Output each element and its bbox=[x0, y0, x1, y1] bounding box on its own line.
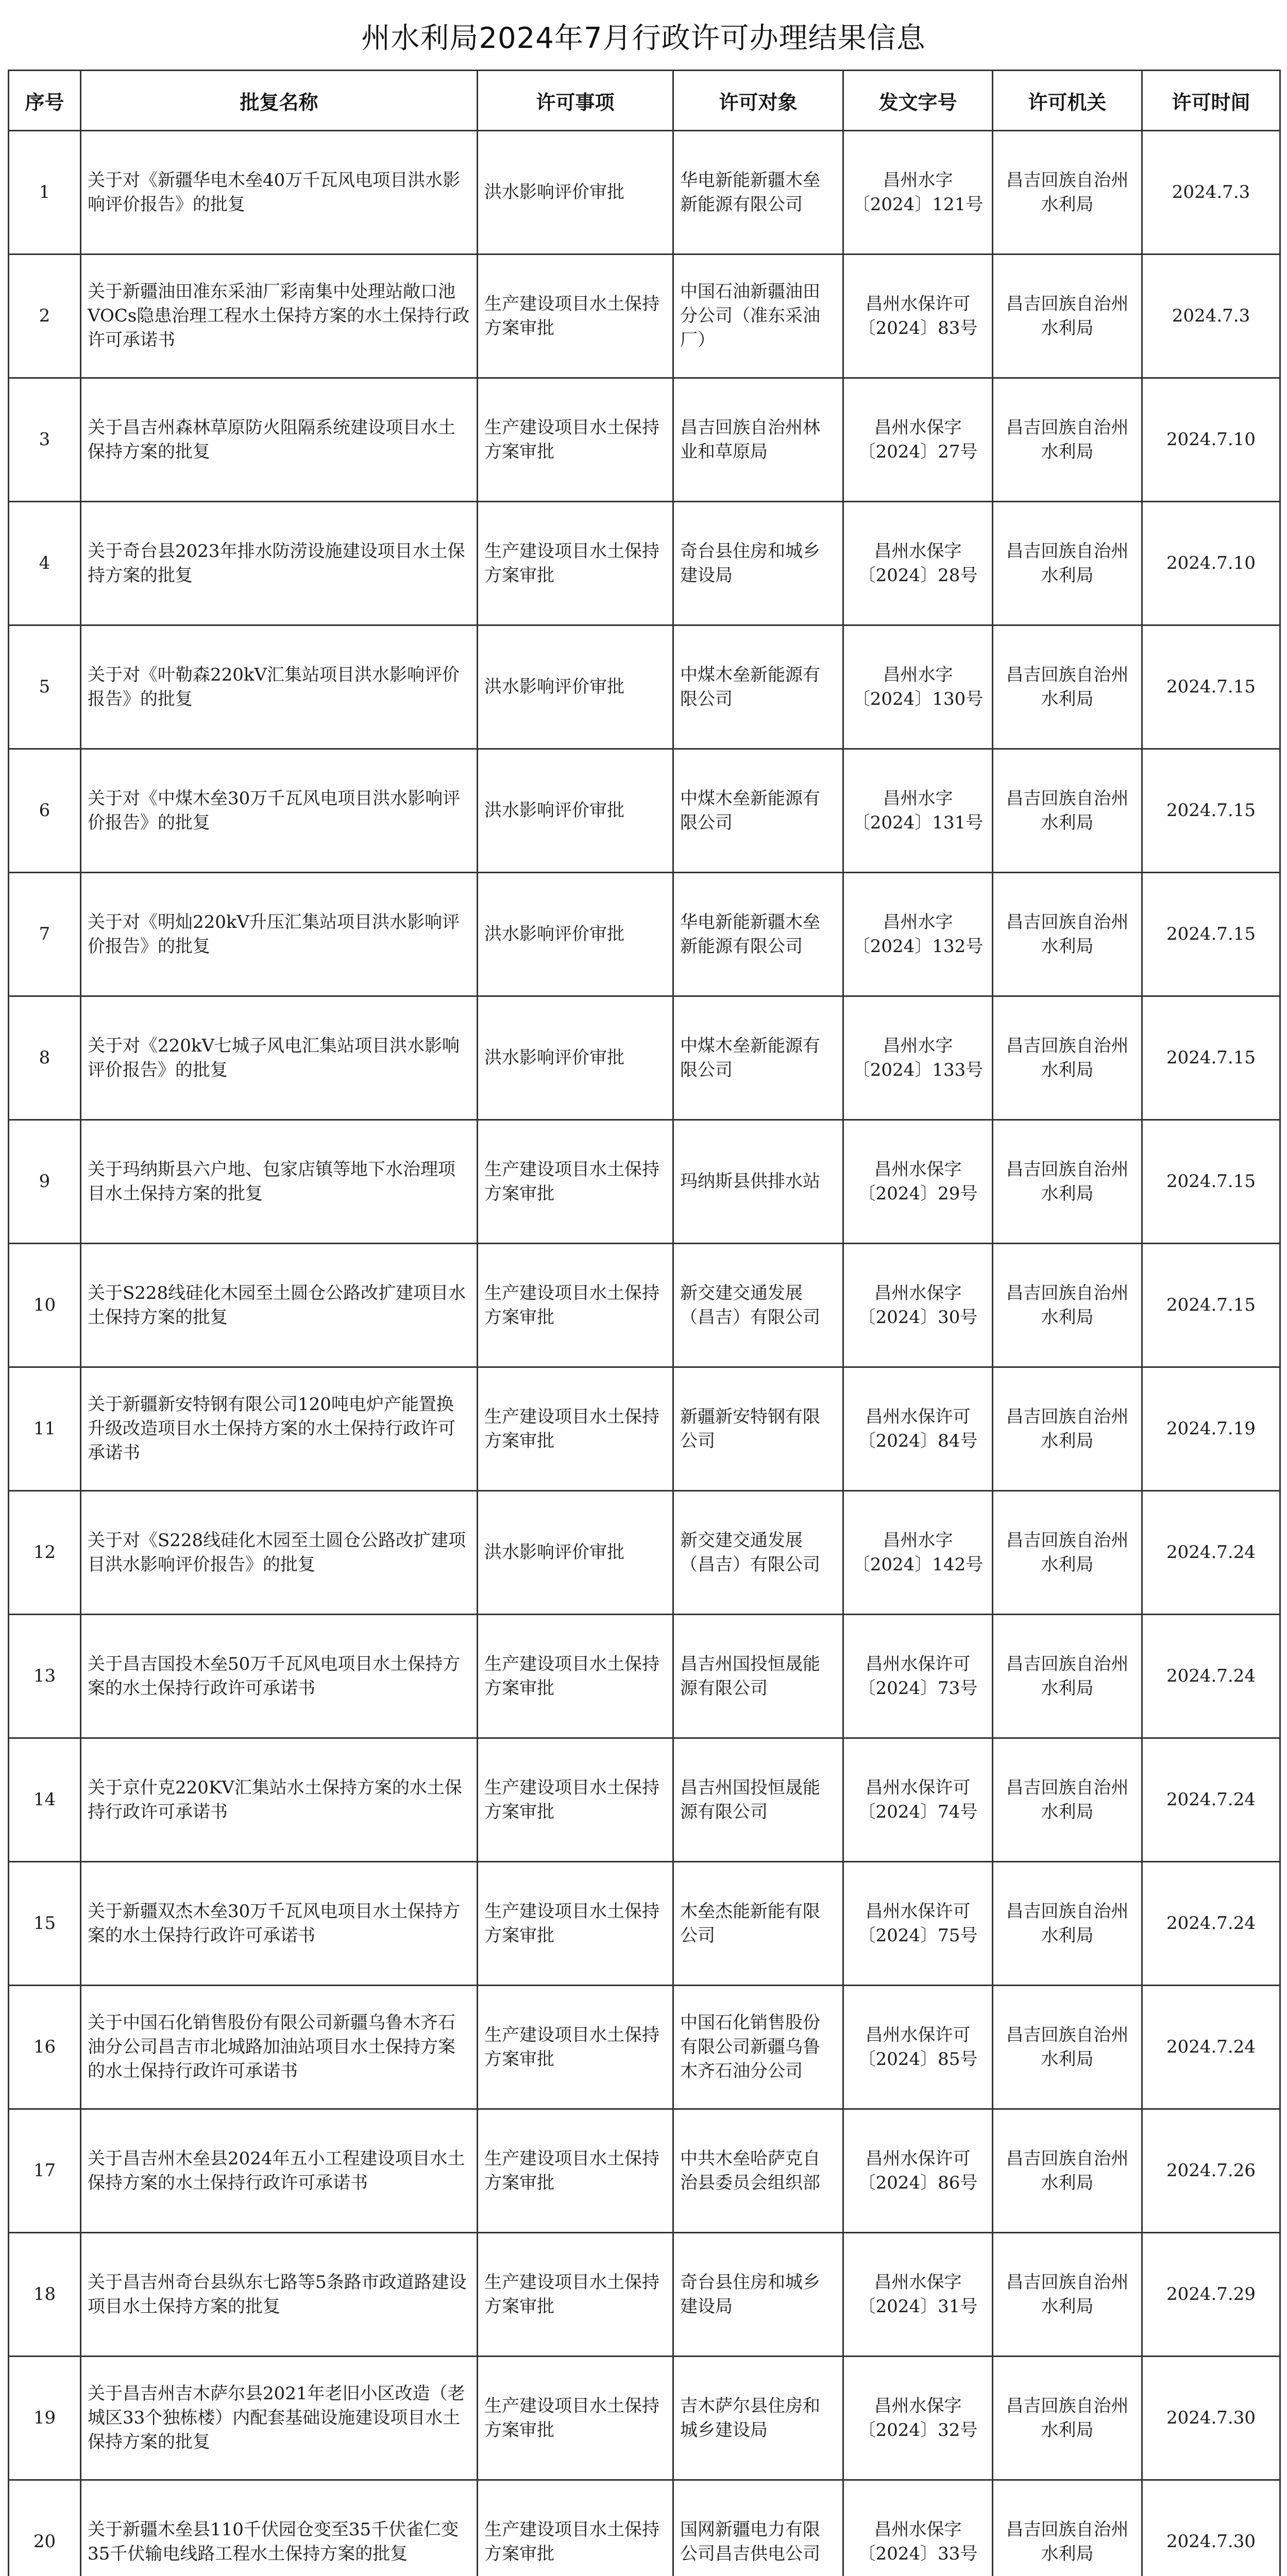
cell-permit-item: 洪水影响评价审批 bbox=[478, 625, 673, 749]
cell-permit-item: 生产建设项目水土保持方案审批 bbox=[478, 1986, 673, 2109]
cell-approval-name: 关于奇台县2023年排水防涝设施建设项目水土保持方案的批复 bbox=[81, 502, 478, 625]
cell-permit-target: 玛纳斯县供排水站 bbox=[673, 1120, 843, 1244]
cell-document-number: 昌州水保许可〔2024〕85号 bbox=[843, 1986, 993, 2109]
cell-permit-date: 2024.7.24 bbox=[1142, 1862, 1280, 1986]
cell-permit-authority: 昌吉回族自治州水利局 bbox=[993, 625, 1142, 749]
cell-permit-target: 昌吉回族自治州林业和草原局 bbox=[673, 378, 843, 502]
cell-permit-authority: 昌吉回族自治州水利局 bbox=[993, 749, 1142, 873]
cell-document-number: 昌州水保字〔2024〕29号 bbox=[843, 1120, 993, 1244]
cell-permit-item: 生产建设项目水土保持方案审批 bbox=[478, 1738, 673, 1862]
cell-permit-target: 中煤木垒新能源有限公司 bbox=[673, 749, 843, 873]
cell-permit-item: 生产建设项目水土保持方案审批 bbox=[478, 378, 673, 502]
cell-serial-no: 3 bbox=[9, 378, 81, 502]
cell-serial-no: 16 bbox=[9, 1986, 81, 2109]
table-row bbox=[9, 2233, 1280, 2357]
cell-approval-name: 关于昌吉国投木垒50万千瓦风电项目水土保持方案的水土保持行政许可承诺书 bbox=[81, 1615, 478, 1738]
header-serial-no: 序号 bbox=[9, 71, 81, 131]
cell-permit-date: 2024.7.15 bbox=[1142, 996, 1280, 1120]
cell-permit-target: 奇台县住房和城乡建设局 bbox=[673, 502, 843, 625]
table-row bbox=[9, 873, 1280, 996]
table-row bbox=[9, 1120, 1280, 1244]
cell-permit-date: 2024.7.29 bbox=[1142, 2233, 1280, 2357]
cell-document-number: 昌州水保许可〔2024〕73号 bbox=[843, 1615, 993, 1738]
cell-permit-item: 生产建设项目水土保持方案审批 bbox=[478, 1862, 673, 1986]
cell-serial-no: 20 bbox=[9, 2480, 81, 2576]
cell-permit-item: 生产建设项目水土保持方案审批 bbox=[478, 2357, 673, 2480]
cell-serial-no: 19 bbox=[9, 2357, 81, 2480]
header-permit-target: 许可对象 bbox=[673, 71, 843, 131]
cell-permit-target: 奇台县住房和城乡建设局 bbox=[673, 2233, 843, 2357]
cell-permit-target: 华电新能新疆木垒新能源有限公司 bbox=[673, 131, 843, 255]
cell-permit-item: 洪水影响评价审批 bbox=[478, 131, 673, 255]
cell-permit-item: 生产建设项目水土保持方案审批 bbox=[478, 1244, 673, 1367]
table-row bbox=[9, 502, 1280, 625]
cell-permit-target: 新交建交通发展（昌吉）有限公司 bbox=[673, 1244, 843, 1367]
cell-serial-no: 15 bbox=[9, 1862, 81, 1986]
table-row bbox=[9, 1738, 1280, 1862]
cell-serial-no: 1 bbox=[9, 131, 81, 255]
cell-permit-item: 生产建设项目水土保持方案审批 bbox=[478, 255, 673, 378]
cell-document-number: 昌州水字〔2024〕133号 bbox=[843, 996, 993, 1120]
cell-permit-authority: 昌吉回族自治州水利局 bbox=[993, 131, 1142, 255]
cell-approval-name: 关于对《中煤木垒30万千瓦风电项目洪水影响评价报告》的批复 bbox=[81, 749, 478, 873]
table-header-row bbox=[9, 71, 1280, 131]
cell-permit-authority: 昌吉回族自治州水利局 bbox=[993, 378, 1142, 502]
page-title: 州水利局2024年7月行政许可办理结果信息 bbox=[361, 22, 926, 55]
cell-document-number: 昌州水保字〔2024〕32号 bbox=[843, 2357, 993, 2480]
table-row bbox=[9, 2109, 1280, 2233]
cell-permit-authority: 昌吉回族自治州水利局 bbox=[993, 1367, 1142, 1491]
cell-serial-no: 8 bbox=[9, 996, 81, 1120]
cell-serial-no: 7 bbox=[9, 873, 81, 996]
cell-document-number: 昌州水保许可〔2024〕75号 bbox=[843, 1862, 993, 1986]
cell-permit-item: 生产建设项目水土保持方案审批 bbox=[478, 1615, 673, 1738]
cell-document-number: 昌州水字〔2024〕131号 bbox=[843, 749, 993, 873]
cell-approval-name: 关于对《220kV七城子风电汇集站项目洪水影响评价报告》的批复 bbox=[81, 996, 478, 1120]
table-body bbox=[9, 131, 1280, 2576]
header-permit-date: 许可时间 bbox=[1142, 71, 1280, 131]
cell-serial-no: 10 bbox=[9, 1244, 81, 1367]
cell-serial-no: 12 bbox=[9, 1491, 81, 1615]
cell-document-number: 昌州水保许可〔2024〕74号 bbox=[843, 1738, 993, 1862]
table-row bbox=[9, 2480, 1280, 2576]
cell-permit-authority: 昌吉回族自治州水利局 bbox=[993, 1738, 1142, 1862]
cell-permit-target: 中国石油新疆油田分公司（准东采油厂） bbox=[673, 255, 843, 378]
cell-serial-no: 17 bbox=[9, 2109, 81, 2233]
cell-permit-authority: 昌吉回族自治州水利局 bbox=[993, 2357, 1142, 2480]
cell-permit-authority: 昌吉回族自治州水利局 bbox=[993, 2480, 1142, 2576]
cell-permit-target: 木垒杰能新能有限公司 bbox=[673, 1862, 843, 1986]
cell-permit-target: 吉木萨尔县住房和城乡建设局 bbox=[673, 2357, 843, 2480]
cell-serial-no: 5 bbox=[9, 625, 81, 749]
table-row bbox=[9, 1244, 1280, 1367]
cell-approval-name: 关于对《新疆华电木垒40万千瓦风电项目洪水影响评价报告》的批复 bbox=[81, 131, 478, 255]
cell-document-number: 昌州水字〔2024〕142号 bbox=[843, 1491, 993, 1615]
cell-permit-target: 国网新疆电力有限公司昌吉供电公司 bbox=[673, 2480, 843, 2576]
cell-approval-name: 关于玛纳斯县六户地、包家店镇等地下水治理项目水土保持方案的批复 bbox=[81, 1120, 478, 1244]
cell-permit-authority: 昌吉回族自治州水利局 bbox=[993, 1862, 1142, 1986]
cell-permit-authority: 昌吉回族自治州水利局 bbox=[993, 996, 1142, 1120]
table-row bbox=[9, 1615, 1280, 1738]
table-row bbox=[9, 1862, 1280, 1986]
cell-permit-item: 生产建设项目水土保持方案审批 bbox=[478, 2480, 673, 2576]
cell-permit-target: 中煤木垒新能源有限公司 bbox=[673, 625, 843, 749]
cell-permit-date: 2024.7.26 bbox=[1142, 2109, 1280, 2233]
cell-serial-no: 14 bbox=[9, 1738, 81, 1862]
cell-approval-name: 关于S228线硅化木园至土圆仓公路改扩建项目水土保持方案的批复 bbox=[81, 1244, 478, 1367]
cell-permit-authority: 昌吉回族自治州水利局 bbox=[993, 1491, 1142, 1615]
cell-permit-date: 2024.7.3 bbox=[1142, 255, 1280, 378]
table-row bbox=[9, 996, 1280, 1120]
cell-permit-authority: 昌吉回族自治州水利局 bbox=[993, 255, 1142, 378]
cell-permit-item: 洪水影响评价审批 bbox=[478, 1491, 673, 1615]
cell-serial-no: 4 bbox=[9, 502, 81, 625]
cell-permit-target: 昌吉州国投恒晟能源有限公司 bbox=[673, 1615, 843, 1738]
cell-permit-item: 生产建设项目水土保持方案审批 bbox=[478, 1367, 673, 1491]
cell-permit-authority: 昌吉回族自治州水利局 bbox=[993, 1615, 1142, 1738]
cell-approval-name: 关于昌吉州奇台县纵东七路等5条路市政道路建设项目水土保持方案的批复 bbox=[81, 2233, 478, 2357]
cell-document-number: 昌州水保许可〔2024〕84号 bbox=[843, 1367, 993, 1491]
cell-permit-date: 2024.7.24 bbox=[1142, 1738, 1280, 1862]
cell-approval-name: 关于昌吉州森林草原防火阻隔系统建设项目水土保持方案的批复 bbox=[81, 378, 478, 502]
cell-permit-item: 洪水影响评价审批 bbox=[478, 996, 673, 1120]
cell-document-number: 昌州水保字〔2024〕33号 bbox=[843, 2480, 993, 2576]
cell-approval-name: 关于对《明灿220kV升压汇集站项目洪水影响评价报告》的批复 bbox=[81, 873, 478, 996]
cell-document-number: 昌州水字〔2024〕130号 bbox=[843, 625, 993, 749]
table-row bbox=[9, 2357, 1280, 2480]
cell-serial-no: 6 bbox=[9, 749, 81, 873]
table-row bbox=[9, 749, 1280, 873]
cell-serial-no: 9 bbox=[9, 1120, 81, 1244]
cell-permit-date: 2024.7.30 bbox=[1142, 2480, 1280, 2576]
cell-permit-item: 洪水影响评价审批 bbox=[478, 873, 673, 996]
cell-approval-name: 关于新疆双杰木垒30万千瓦风电项目水土保持方案的水土保持行政许可承诺书 bbox=[81, 1862, 478, 1986]
cell-document-number: 昌州水保字〔2024〕30号 bbox=[843, 1244, 993, 1367]
cell-document-number: 昌州水字〔2024〕132号 bbox=[843, 873, 993, 996]
header-document-number: 发文字号 bbox=[843, 71, 993, 131]
cell-permit-date: 2024.7.10 bbox=[1142, 378, 1280, 502]
cell-document-number: 昌州水保许可〔2024〕86号 bbox=[843, 2109, 993, 2233]
cell-approval-name: 关于对《S228线硅化木园至土圆仓公路改扩建项目洪水影响评价报告》的批复 bbox=[81, 1491, 478, 1615]
cell-serial-no: 18 bbox=[9, 2233, 81, 2357]
cell-permit-authority: 昌吉回族自治州水利局 bbox=[993, 1244, 1142, 1367]
header-permit-item: 许可事项 bbox=[478, 71, 673, 131]
cell-document-number: 昌州水保字〔2024〕31号 bbox=[843, 2233, 993, 2357]
cell-permit-date: 2024.7.10 bbox=[1142, 502, 1280, 625]
permit-results-table bbox=[8, 70, 1281, 2576]
cell-permit-target: 昌吉州国投恒晟能源有限公司 bbox=[673, 1738, 843, 1862]
cell-permit-target: 新疆新安特钢有限公司 bbox=[673, 1367, 843, 1491]
cell-permit-authority: 昌吉回族自治州水利局 bbox=[993, 2109, 1142, 2233]
cell-permit-date: 2024.7.24 bbox=[1142, 1491, 1280, 1615]
table-row bbox=[9, 625, 1280, 749]
cell-permit-item: 洪水影响评价审批 bbox=[478, 749, 673, 873]
cell-permit-date: 2024.7.24 bbox=[1142, 1615, 1280, 1738]
table-row bbox=[9, 131, 1280, 255]
cell-document-number: 昌州水字〔2024〕121号 bbox=[843, 131, 993, 255]
cell-permit-target: 中国石化销售股份有限公司新疆乌鲁木齐石油分公司 bbox=[673, 1986, 843, 2109]
cell-document-number: 昌州水保字〔2024〕27号 bbox=[843, 378, 993, 502]
cell-permit-authority: 昌吉回族自治州水利局 bbox=[993, 502, 1142, 625]
cell-permit-date: 2024.7.15 bbox=[1142, 1244, 1280, 1367]
cell-approval-name: 关于京什克220KV汇集站水土保持方案的水土保持行政许可承诺书 bbox=[81, 1738, 478, 1862]
cell-serial-no: 13 bbox=[9, 1615, 81, 1738]
table-row bbox=[9, 1986, 1280, 2109]
cell-permit-date: 2024.7.19 bbox=[1142, 1367, 1280, 1491]
cell-permit-item: 生产建设项目水土保持方案审批 bbox=[478, 502, 673, 625]
cell-permit-date: 2024.7.15 bbox=[1142, 625, 1280, 749]
cell-approval-name: 关于昌吉州木垒县2024年五小工程建设项目水土保持方案的水土保持行政许可承诺书 bbox=[81, 2109, 478, 2233]
cell-permit-date: 2024.7.15 bbox=[1142, 749, 1280, 873]
cell-approval-name: 关于新疆木垒县110千伏园仓变至35千伏雀仁变35千伏输电线路工程水土保持方案的批复 bbox=[81, 2480, 478, 2576]
table-row bbox=[9, 1367, 1280, 1491]
cell-approval-name: 关于中国石化销售股份有限公司新疆乌鲁木齐石油分公司昌吉市北城路加油站项目水土保持方案的水土保持行政许可承诺书 bbox=[81, 1986, 478, 2109]
cell-permit-item: 生产建设项目水土保持方案审批 bbox=[478, 1120, 673, 1244]
header-approval-name: 批复名称 bbox=[81, 71, 478, 131]
cell-approval-name: 关于新疆油田准东采油厂彩南集中处理站敞口池VOCs隐患治理工程水土保持方案的水土保持行政许可承诺书 bbox=[81, 255, 478, 378]
cell-permit-authority: 昌吉回族自治州水利局 bbox=[993, 1986, 1142, 2109]
cell-serial-no: 2 bbox=[9, 255, 81, 378]
cell-document-number: 昌州水保许可〔2024〕83号 bbox=[843, 255, 993, 378]
cell-permit-authority: 昌吉回族自治州水利局 bbox=[993, 1120, 1142, 1244]
cell-approval-name: 关于昌吉州吉木萨尔县2021年老旧小区改造（老城区33个独栋楼）内配套基础设施建设项目水土保持方案的批复 bbox=[81, 2357, 478, 2480]
cell-permit-item: 生产建设项目水土保持方案审批 bbox=[478, 2109, 673, 2233]
cell-permit-date: 2024.7.15 bbox=[1142, 1120, 1280, 1244]
cell-serial-no: 11 bbox=[9, 1367, 81, 1491]
cell-permit-date: 2024.7.30 bbox=[1142, 2357, 1280, 2480]
cell-permit-item: 生产建设项目水土保持方案审批 bbox=[478, 2233, 673, 2357]
cell-document-number: 昌州水保字〔2024〕28号 bbox=[843, 502, 993, 625]
cell-approval-name: 关于对《叶勒森220kV汇集站项目洪水影响评价报告》的批复 bbox=[81, 625, 478, 749]
cell-permit-authority: 昌吉回族自治州水利局 bbox=[993, 2233, 1142, 2357]
cell-approval-name: 关于新疆新安特钢有限公司120吨电炉产能置换升级改造项目水土保持方案的水土保持行政许可承诺书 bbox=[81, 1367, 478, 1491]
cell-permit-target: 新交建交通发展（昌吉）有限公司 bbox=[673, 1491, 843, 1615]
cell-permit-target: 华电新能新疆木垒新能源有限公司 bbox=[673, 873, 843, 996]
cell-permit-date: 2024.7.3 bbox=[1142, 131, 1280, 255]
cell-permit-target: 中共木垒哈萨克自治县委员会组织部 bbox=[673, 2109, 843, 2233]
cell-permit-date: 2024.7.24 bbox=[1142, 1986, 1280, 2109]
table-row bbox=[9, 378, 1280, 502]
table-row bbox=[9, 1491, 1280, 1615]
cell-permit-target: 中煤木垒新能源有限公司 bbox=[673, 996, 843, 1120]
cell-permit-authority: 昌吉回族自治州水利局 bbox=[993, 873, 1142, 996]
table-row bbox=[9, 255, 1280, 378]
cell-permit-date: 2024.7.15 bbox=[1142, 873, 1280, 996]
header-permit-authority: 许可机关 bbox=[993, 71, 1142, 131]
